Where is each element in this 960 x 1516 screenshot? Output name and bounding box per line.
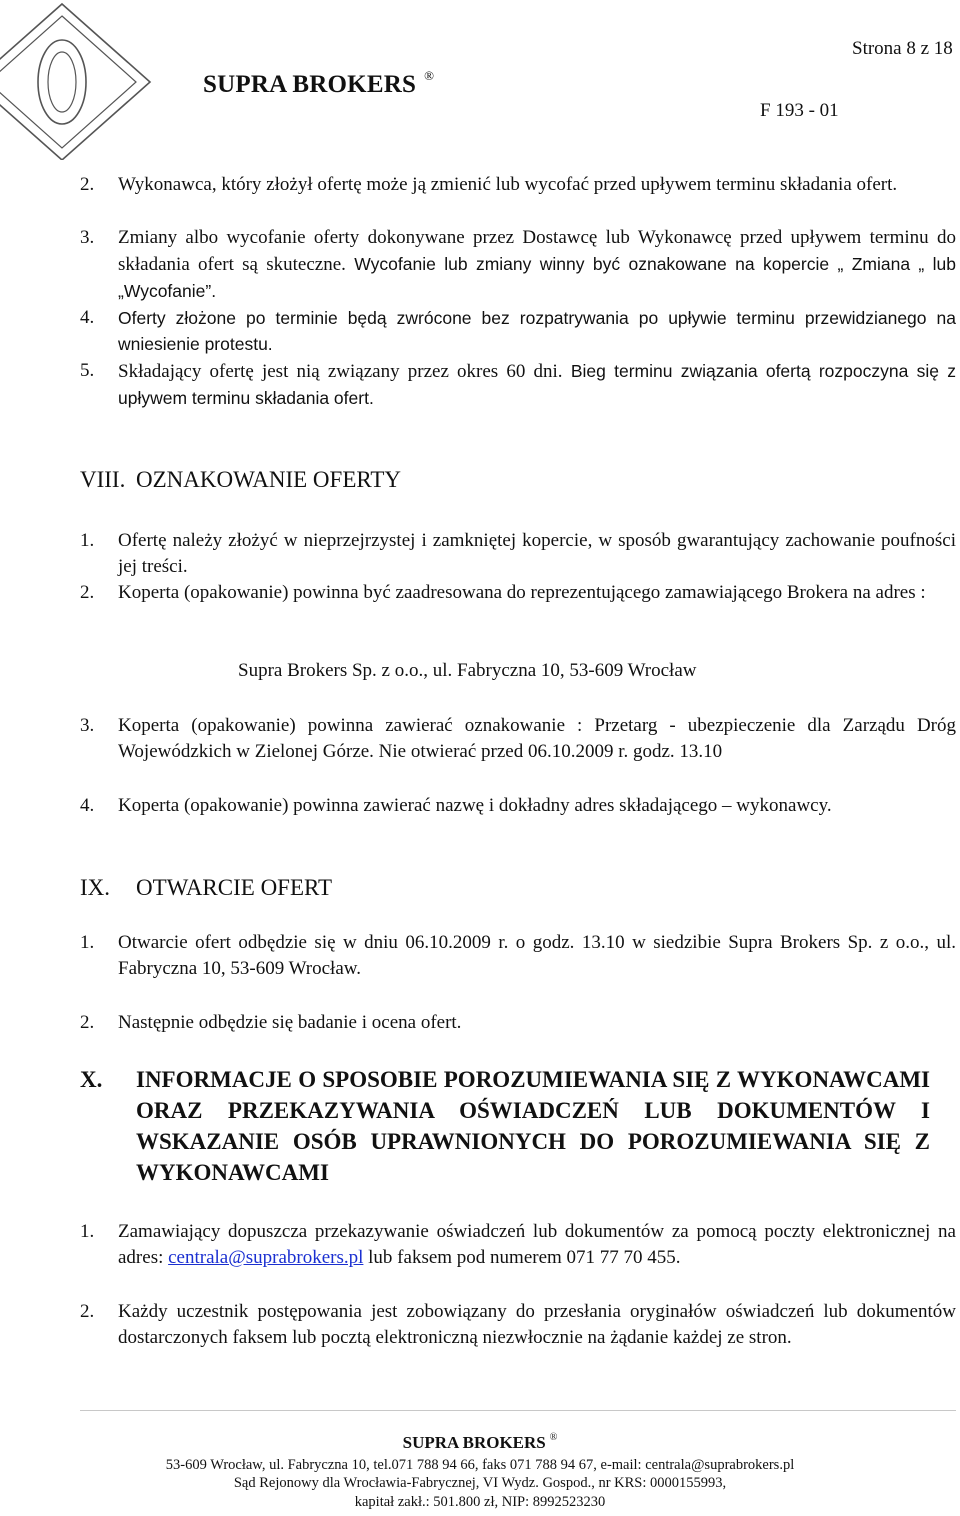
list-item [80, 1219, 956, 1271]
delivery-address: Supra Brokers Sp. z o.o., ul. Fabryczna 10, 53-609 Wrocław [238, 660, 697, 681]
registered-mark: ® [424, 68, 435, 83]
footer-brand [0, 1432, 960, 1453]
list-item [80, 305, 956, 357]
section-heading-ix [80, 873, 332, 903]
item-text: Wykonawca, który złożył ofertę może ją zmienić lub wycofać przed upływem terminu składania ofert. [118, 174, 898, 195]
list-item [80, 1299, 956, 1351]
footer-registry-line: Sąd Rejonowy dla Wrocławia-Fabrycznej, VI Wydz. Gospod., nr KRS: 0000155993, [233, 1475, 727, 1491]
section-number: X. [80, 1067, 103, 1092]
section-number: VIII. [80, 467, 126, 492]
item-number: 1. [80, 932, 95, 953]
item-number: 2. [80, 1301, 95, 1322]
item-text: Każdy uczestnik postępowania jest zobowiązany do przesłania oryginałów oświadczeń lub dokumentów dostarczonych faksem lub pocztą elektroniczną niezwłocznie na żądanie każdej ze stron. [118, 1301, 956, 1348]
footer-registered-mark: ® [549, 1432, 558, 1443]
list-item [80, 793, 956, 819]
company-logo-icon [0, 0, 200, 160]
item-number: 4. [80, 307, 95, 328]
list-item [80, 930, 956, 982]
footer-capital-line: kapitał zakł.: 501.800 zł, NIP: 8992523230 [354, 1494, 606, 1510]
item-text: Składający ofertę jest nią związany przez okres 60 dni. [118, 361, 563, 382]
item-text: Zamawiający dopuszcza przekazywanie oświadczeń lub dokumentów za pomocą poczty elektronicznej na adres: [118, 1221, 956, 1268]
item-number: 4. [80, 795, 95, 816]
item-text-block [118, 225, 956, 305]
item-number: 2. [80, 582, 95, 603]
section-title: OZNAKOWANIE OFERTY [136, 467, 402, 492]
item-number: 5. [80, 360, 95, 381]
list-item [80, 225, 956, 305]
item-text: Otwarcie ofert odbędzie się w dniu 06.10.2009 r. o godz. 13.10 w siedzibie Supra Brokers Sp. z o.o., ul. Fabryczna 10, 53-609 Wrocław. [118, 932, 956, 979]
item-text-block [118, 1219, 956, 1271]
list-item [80, 528, 956, 580]
item-text-sans: Wycofanie lub zmiany winny być oznakowane na kopercie „ Zmiana „ lub „Wycofanie”. [118, 254, 956, 301]
list-item [80, 713, 956, 765]
footer-divider [80, 1410, 956, 1411]
item-text: Koperta (opakowanie) powinna zawierać nazwę i dokładny adres składającego – wykonawcy. [118, 795, 832, 816]
brand-name: SUPRA BROKERS [203, 71, 417, 98]
page-number: Strona 8 z 18 [852, 38, 953, 59]
item-number: 2. [80, 174, 95, 195]
item-number: 1. [80, 1221, 95, 1242]
form-code: F 193 - 01 [760, 100, 839, 121]
item-number: 2. [80, 1012, 95, 1033]
footer-contact-line: 53-609 Wrocław, ul. Fabryczna 10, tel.071 788 94 66, faks 071 788 94 67, e-mail: centrala@suprabrokers.pl [165, 1457, 795, 1473]
section-title: OTWARCIE OFERT [136, 875, 333, 900]
item-text: Zmiany albo wycofanie oferty dokonywane przez Dostawcę lub Wykonawcę przed upływem terminu do składania ofert są skuteczne. [118, 227, 956, 275]
item-text-sans: Oferty złożone po terminie będą zwrócone bez rozpatrywania po upływie terminu przewidzianego na wniesienie protestu. [118, 308, 956, 354]
email-link[interactable]: centrala@suprabrokers.pl [168, 1247, 364, 1268]
list-item [80, 172, 956, 198]
section-heading-viii [80, 465, 401, 495]
section-heading-x [80, 1064, 930, 1188]
header-brand [203, 68, 434, 99]
item-number: 3. [80, 227, 95, 248]
item-text-sans: Bieg terminu związania ofertą rozpoczyna się z upływem terminu składania ofert. [118, 361, 957, 408]
section-title: INFORMACJE O SPOSOBIE POROZUMIEWANIA SIĘ Z WYKONAWCAMI ORAZ PRZEKAZYWANIA OŚWIADCZEŃ LUB DOKUMENTÓW I WSKAZANIE OSÓB UPRAWNIONYCH DO POROZUMIEWANIA SIĘ Z WYKONAWCAMI [136, 1067, 930, 1185]
item-number: 3. [80, 715, 95, 736]
item-text: Koperta (opakowanie) powinna być zaadresowana do reprezentującego zamawiającego Brokera na adres : [118, 582, 926, 603]
item-text: lub faksem pod numerem 071 77 70 455. [363, 1247, 681, 1268]
list-item [80, 580, 956, 606]
item-text: Ofertę należy złożyć w nieprzejrzystej i zamkniętej kopercie, w sposób gwarantujący zachowanie poufności jej treści. [118, 530, 956, 577]
item-number: 1. [80, 530, 95, 551]
list-item [80, 1010, 956, 1036]
item-text-block [118, 358, 956, 412]
section-number: IX. [80, 875, 111, 900]
list-item [80, 358, 956, 412]
footer-brand-name: SUPRA BROKERS [402, 1433, 546, 1452]
item-text: Następnie odbędzie się badanie i ocena ofert. [118, 1012, 462, 1033]
item-text: Koperta (opakowanie) powinna zawierać oznakowanie : Przetarg - ubezpieczenie dla Zarządu Dróg Wojewódzkich w Zielonej Górze. Nie otwierać przed 06.10.2009 r. godz. 13.10 [118, 715, 956, 762]
